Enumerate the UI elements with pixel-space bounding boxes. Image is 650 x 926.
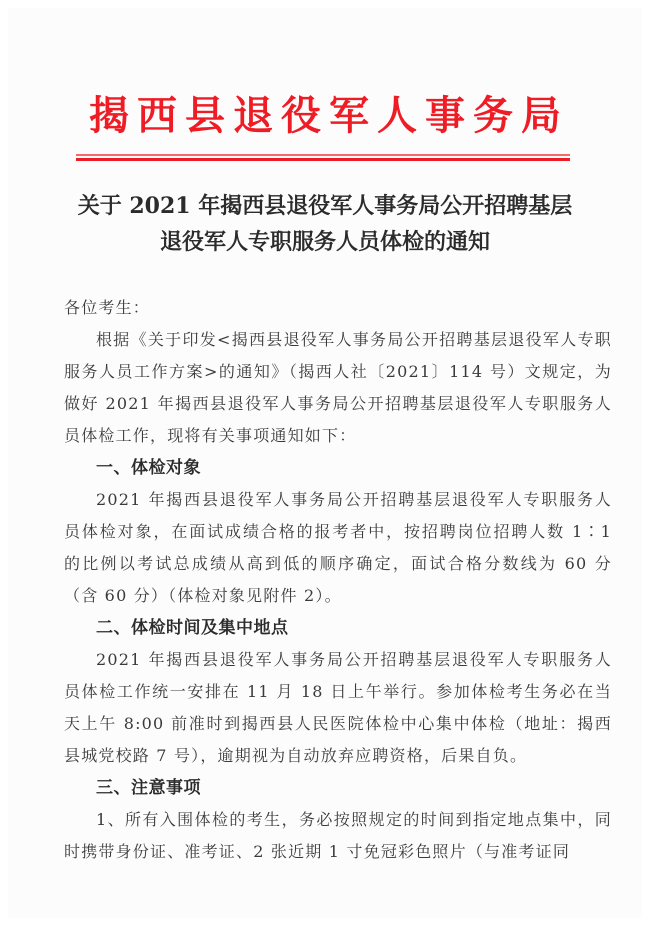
section-heading-notes: 三、注意事项 xyxy=(96,778,201,798)
section-paragraph: 2021 年揭西县退役军人事务局公开招聘基层退役军人专职服务人员体检工作统一安排在 11 月 18 日上午举行。参加体检考生务必在当天上午 8:00 前准时到揭西县人民医院体检中心集中体检（地址：揭西县城党校路 7 号），逾期视为自动放弃应聘资格，后果自负。 xyxy=(64,650,612,765)
section-paragraph: 1、所有入围体检的考生，务必按照规定的时间到指定地点集中，同时携带身份证、准考证、2 张近期 1 寸免冠彩色照片（与准考证同 xyxy=(64,810,612,861)
masthead-rule-thin xyxy=(76,154,570,156)
section-paragraph: 2021 年揭西县退役军人事务局公开招聘基层退役军人专职服务人员体检对象，在面试成绩合格的报考者中，按招聘岗位招聘人数 1∶1 的比例以考试总成绩从高到低的顺序确定，面试合格分数线为 60 分（含 60 分）（体检对象见附件 2）。 xyxy=(64,490,612,605)
document-body xyxy=(64,292,612,868)
document-title xyxy=(40,188,610,260)
intro-paragraph: 根据《关于印发<揭西县退役军人事务局公开招聘基层退役军人专职服务人员工作方案>的通知》（揭西人社〔2021〕114 号）文规定，为做好 2021 年揭西县退役军人事务局公开招聘基层退役军人专职服务人员体检工作，现将有关事项通知如下： xyxy=(64,330,612,445)
document-title-line-1: 关于 2021 年揭西县退役军人事务局公开招聘基层 xyxy=(77,193,573,219)
masthead-rule-thick xyxy=(76,158,570,161)
section-heading-time-location: 二、体检时间及集中地点 xyxy=(96,618,289,638)
masthead-org-name: 揭西县退役军人事务局 xyxy=(89,92,569,139)
document-title-line-2: 退役军人专职服务人员体检的通知 xyxy=(159,229,490,255)
salutation: 各位考生： xyxy=(64,298,151,317)
section-heading-exam-subjects: 一、体检对象 xyxy=(96,458,201,478)
